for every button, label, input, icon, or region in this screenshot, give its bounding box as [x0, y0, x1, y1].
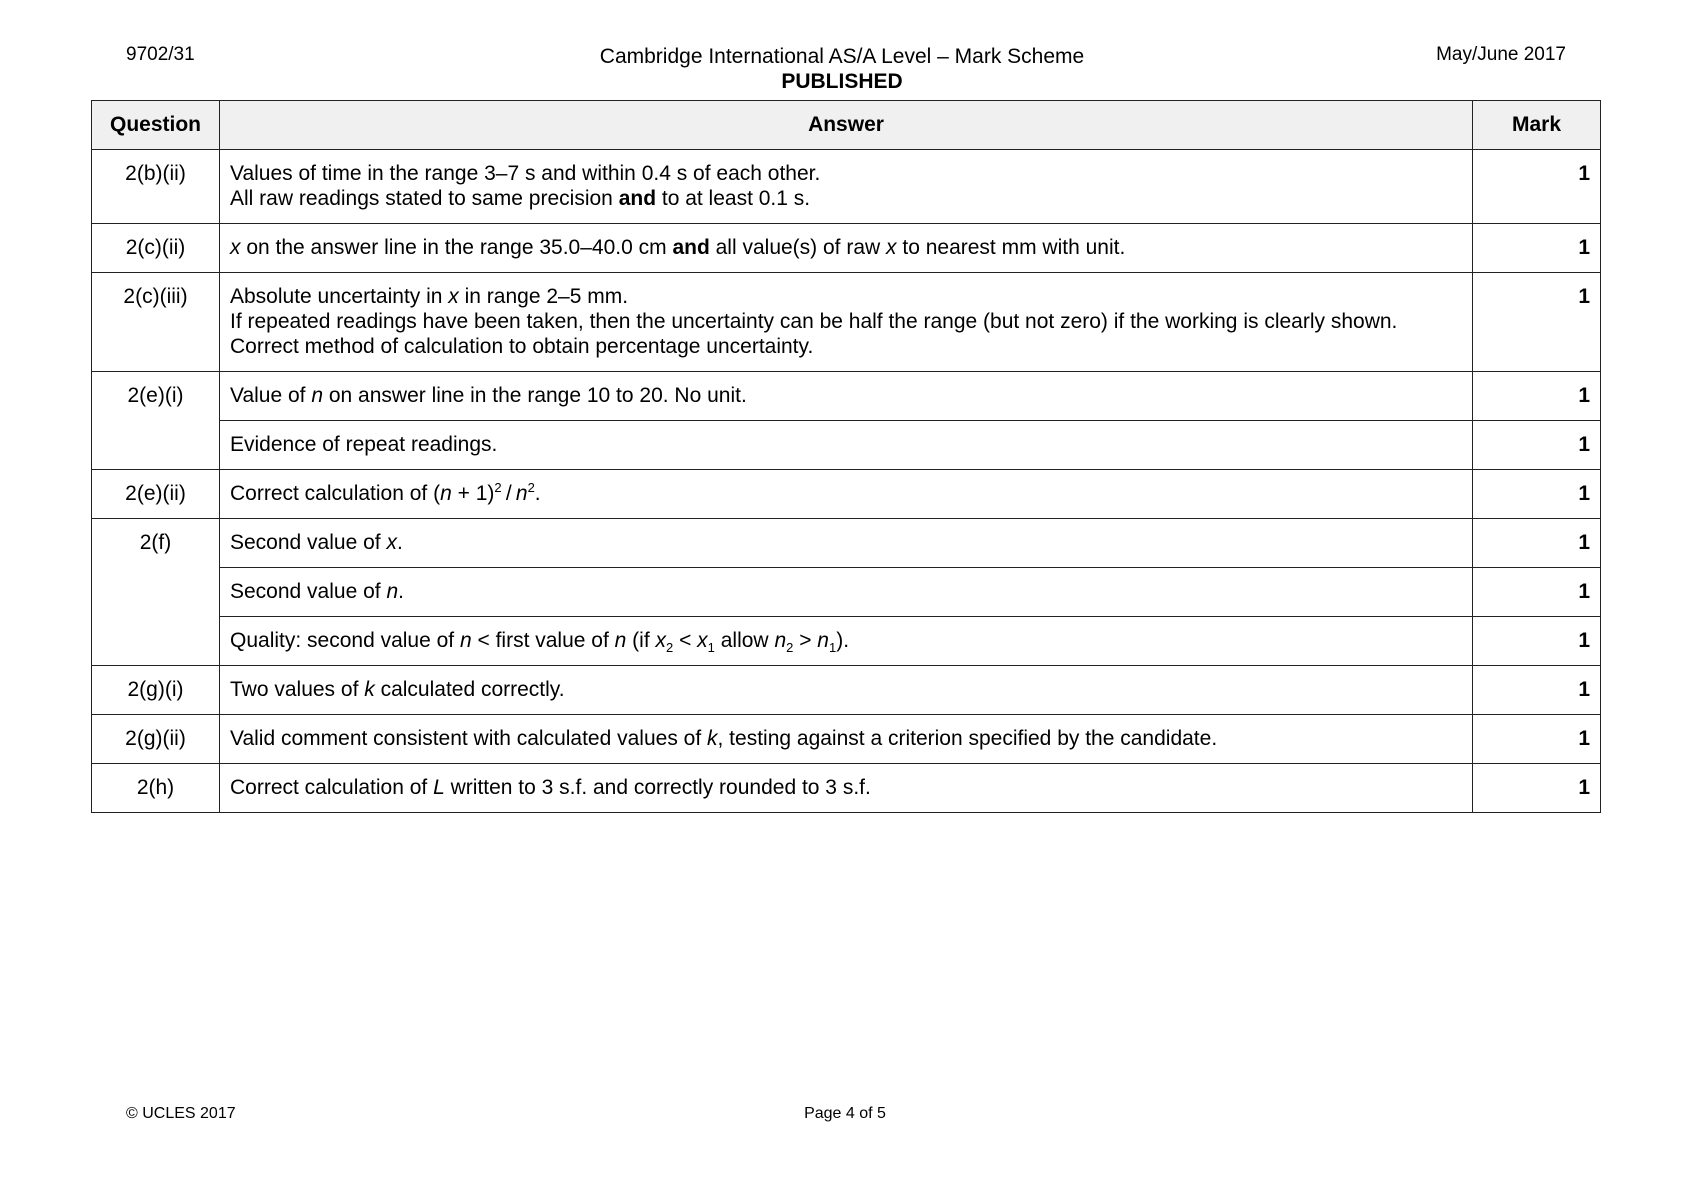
mark-value: 1 [1473, 715, 1601, 764]
table-row [92, 273, 1601, 372]
answer-cell [220, 470, 1473, 519]
table-row [92, 666, 1601, 715]
answer-cell [220, 421, 1473, 470]
question-number: 2(e)(i) [92, 372, 220, 470]
question-number: 2(c)(ii) [92, 224, 220, 273]
mark-value: 1 [1473, 568, 1601, 617]
answer-line: Value of n on answer line in the range 10 to 20. No unit. [230, 384, 747, 407]
column-header-answer: Answer [220, 101, 1473, 150]
mark-value: 1 [1473, 273, 1601, 372]
exam-session: May/June 2017 [1436, 44, 1566, 65]
table-row [92, 519, 1601, 568]
question-number: 2(h) [92, 764, 220, 813]
answer-line: Valid comment consistent with calculated values of k, testing against a criterion specified by the candidate. [230, 727, 1218, 750]
mark-value: 1 [1473, 764, 1601, 813]
column-header-mark: Mark [1473, 101, 1601, 150]
question-number: 2(b)(ii) [92, 150, 220, 224]
answer-line: Quality: second value of n < first value of n (if $x_2 < x_1$ allow $n_2 > n_1$). [230, 629, 850, 656]
page-header [0, 44, 1684, 94]
question-number: 2(e)(ii) [92, 470, 220, 519]
answer-line: Second value of n. [230, 580, 404, 603]
paper-code: 9702/31 [126, 44, 195, 65]
question-number: 2(f) [92, 519, 220, 666]
answer-cell [220, 519, 1473, 568]
answer-cell [220, 715, 1473, 764]
table-row [92, 150, 1601, 224]
mark-scheme-table [91, 100, 1601, 813]
table-header-row [92, 101, 1601, 150]
mark-value: 1 [1473, 470, 1601, 519]
answer-cell [220, 372, 1473, 421]
mark-value: 1 [1473, 617, 1601, 666]
document-title: Cambridge International AS/A Level – Mark Scheme [599, 45, 1085, 68]
answer-line: Two values of k calculated correctly. [230, 678, 565, 701]
table-row [92, 224, 1601, 273]
table-row [92, 372, 1601, 421]
answer-line: Values of time in the range 3–7 s and within 0.4 s of each other. [230, 162, 821, 185]
question-number: 2(g)(i) [92, 666, 220, 715]
answer-cell [220, 666, 1473, 715]
question-number: 2(g)(ii) [92, 715, 220, 764]
answer-line: Correct method of calculation to obtain percentage uncertainty. [230, 335, 814, 358]
answer-cell [220, 150, 1473, 224]
mark-value: 1 [1473, 372, 1601, 421]
table-row [92, 617, 1601, 666]
table-row [92, 470, 1601, 519]
answer-cell [220, 764, 1473, 813]
answer-line: Absolute uncertainty in x in range 2–5 mm. [230, 285, 629, 308]
question-number: 2(c)(iii) [92, 273, 220, 372]
answer-line: Correct calculation of L written to 3 s.f. and correctly rounded to 3 s.f. [230, 776, 871, 799]
answer-line: Evidence of repeat readings. [230, 433, 498, 456]
answer-cell [220, 568, 1473, 617]
copyright-notice: © UCLES 2017 [126, 1105, 236, 1122]
answer-cell [220, 224, 1473, 273]
mark-value: 1 [1473, 666, 1601, 715]
table-row [92, 764, 1601, 813]
answer-line: All raw readings stated to same precision and to at least 0.1 s. [230, 187, 811, 210]
table-row [92, 715, 1601, 764]
mark-value: 1 [1473, 150, 1601, 224]
mark-value: 1 [1473, 224, 1601, 273]
table-row [92, 568, 1601, 617]
answer-line: x on the answer line in the range 35.0–40.0 cm and all value(s) of raw x to nearest mm with unit. [230, 236, 1126, 259]
answer-cell [220, 273, 1473, 372]
answer-cell [220, 617, 1473, 666]
mark-value: 1 [1473, 421, 1601, 470]
table-row [92, 421, 1601, 470]
column-header-question: Question [92, 101, 220, 150]
answer-line: Correct calculation of $(n + 1)^2 / n^2$. [230, 480, 541, 505]
published-label: PUBLISHED [781, 70, 903, 93]
answer-line: Second value of x. [230, 531, 403, 554]
mark-value: 1 [1473, 519, 1601, 568]
page-number: Page 4 of 5 [804, 1105, 886, 1122]
answer-line: If repeated readings have been taken, then the uncertainty can be half the range (but not zero) if the working is clearly shown. [230, 310, 1398, 333]
